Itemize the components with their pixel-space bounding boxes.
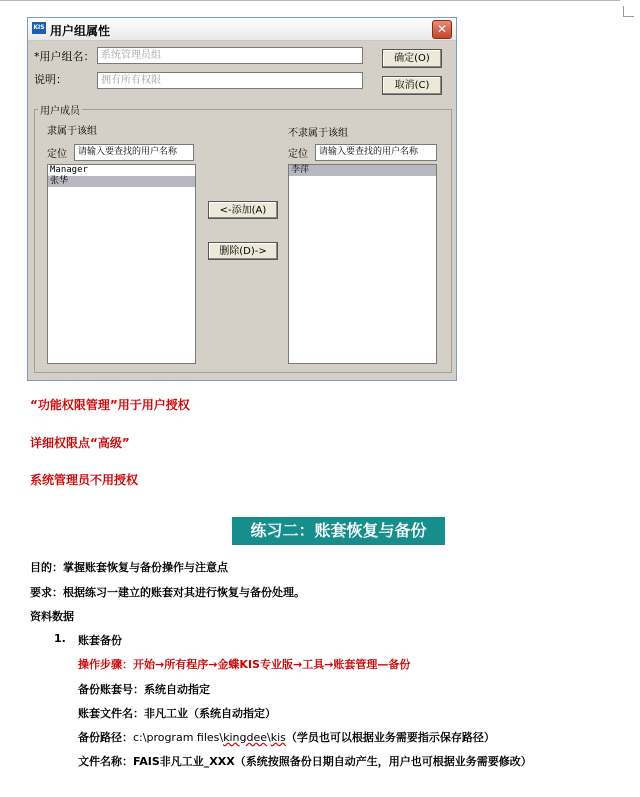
- locate-label-left: 定位: [47, 149, 67, 160]
- item-title-backup: 账套备份: [78, 634, 122, 647]
- backup-path-kis: kis: [270, 731, 286, 744]
- kis-app-icon: KIS: [32, 22, 46, 34]
- backup-path-prefix: c:\program files\: [133, 731, 224, 744]
- description-label: 说明：: [34, 73, 67, 86]
- filename-value: FAIS非凡工业_XXX（系统按照备份日期自动产生，用户也可根据业务需要修改）: [133, 755, 532, 768]
- remove-button[interactable]: 删除(D)->: [208, 242, 278, 260]
- page-top-border: [0, 0, 620, 1]
- purpose-text: 目的：掌握账套恢复与备份操作与注意点: [30, 561, 228, 574]
- backup-path-sep: \: [267, 731, 271, 744]
- file-name-line: [78, 705, 276, 721]
- backup-no-line: [78, 681, 210, 697]
- requirement-text: 要求：根据练习一建立的账套对其进行恢复与备份处理。: [30, 586, 305, 599]
- user-group-properties-dialog: [27, 17, 457, 381]
- search-input-left[interactable]: 请输入要查找的用户名称: [74, 144, 194, 161]
- in-group-label: 隶属于该组: [47, 126, 97, 137]
- close-button[interactable]: ✕: [432, 20, 452, 39]
- not-in-group-listbox[interactable]: [288, 164, 437, 364]
- note-detail-permission: 详细权限点“高级”: [30, 436, 130, 450]
- backup-no-value: 系统自动指定: [144, 683, 210, 696]
- ok-button[interactable]: 确定(O): [382, 49, 442, 68]
- list-item-number: 1.: [54, 632, 66, 645]
- list-item-selected[interactable]: 张华: [48, 176, 195, 187]
- description-input[interactable]: 拥有所有权限: [97, 72, 363, 89]
- note-admin-no-grant: 系统管理员不用授权: [30, 473, 139, 487]
- file-name-label: 账套文件名：: [78, 707, 144, 720]
- backup-no-label: 备份账套号：: [78, 683, 144, 696]
- cancel-button[interactable]: 取消(C): [382, 76, 442, 95]
- note-function-permission: “功能权限管理”用于用户授权: [30, 398, 190, 412]
- crop-mark: [623, 6, 634, 17]
- list-item[interactable]: Manager: [50, 165, 88, 175]
- file-naming-line: [78, 753, 532, 769]
- group-name-input[interactable]: 系统管理员组: [97, 47, 363, 64]
- members-legend: 用户成员: [38, 102, 82, 117]
- backup-path-label: 备份路径：: [78, 731, 133, 744]
- exercise-heading: 练习二：账套恢复与备份: [232, 517, 445, 545]
- locate-label-right: 定位: [288, 149, 308, 160]
- dialog-title: 用户组属性: [50, 24, 111, 38]
- backup-path-line: [78, 729, 495, 745]
- operation-steps: 操作步骤：开始→所有程序→金蝶KIS专业版→工具→账套管理—备份: [78, 658, 411, 671]
- add-button[interactable]: <-添加(A): [208, 201, 278, 219]
- search-input-right[interactable]: 请输入要查找的用户名称: [315, 144, 437, 161]
- file-name-value: 非凡工业（系统自动指定）: [144, 707, 276, 720]
- list-item-selected[interactable]: 李萍: [289, 165, 436, 176]
- dialog-titlebar: [28, 18, 456, 41]
- backup-path-kingdee: kingdee: [223, 731, 268, 744]
- in-group-listbox[interactable]: [47, 164, 196, 364]
- filename-label: 文件名称：: [78, 755, 133, 768]
- not-in-group-label: 不隶属于该组: [288, 128, 348, 139]
- backup-path-note: （学员也可以根据业务需要指示保存路径）: [285, 731, 495, 744]
- materials-text: 资料数据: [30, 610, 74, 623]
- group-name-label: *用户组名：: [34, 50, 95, 63]
